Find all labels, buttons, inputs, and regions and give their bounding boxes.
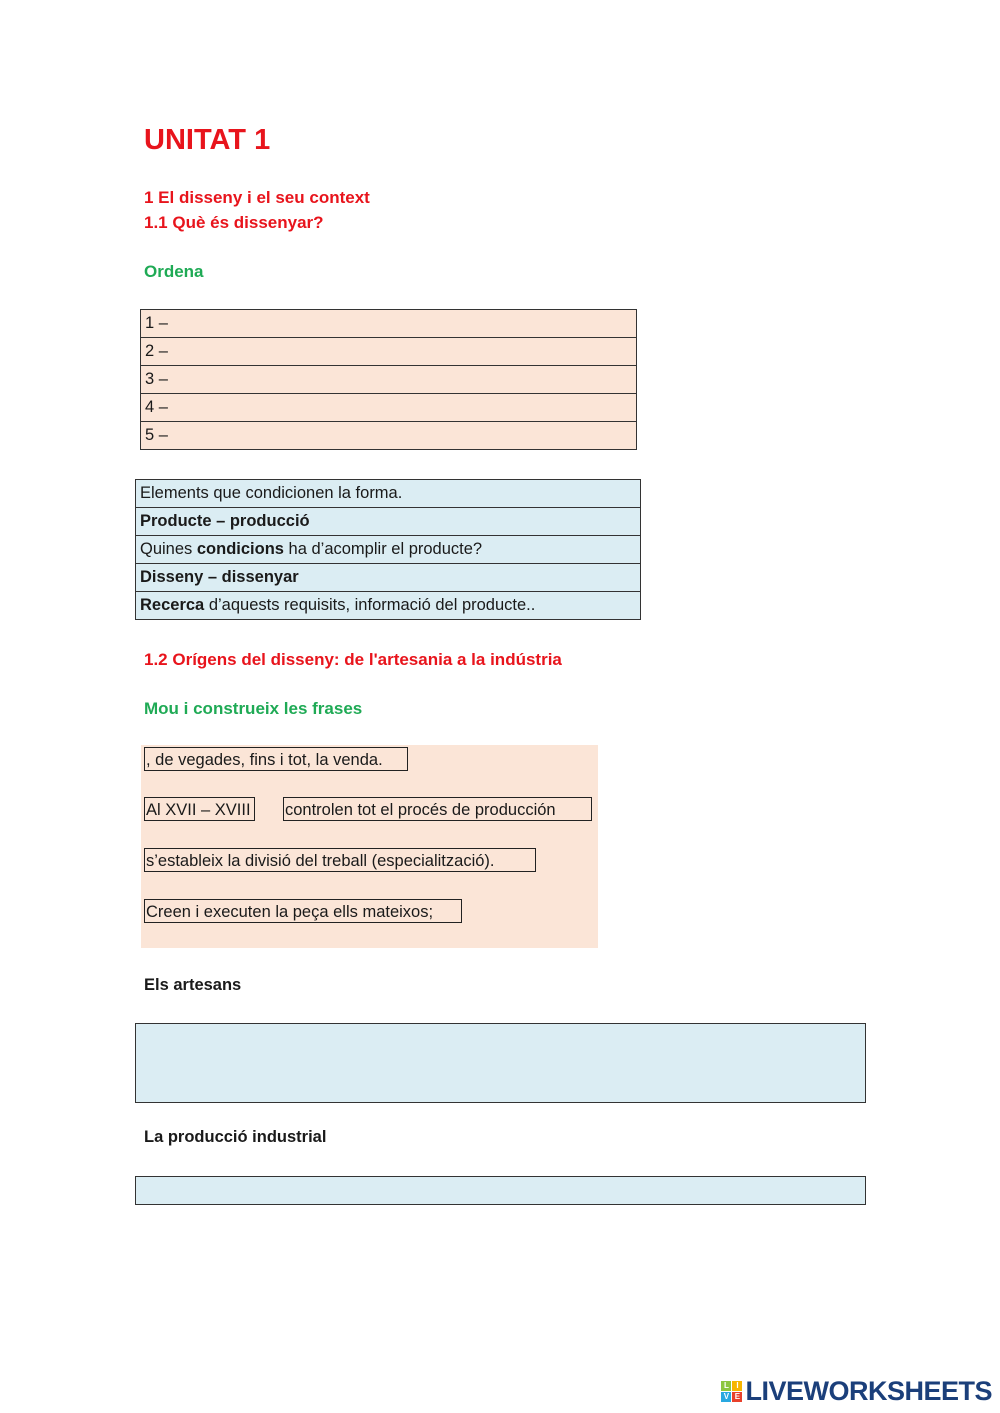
logo-text: LIVEWORKSHEETS xyxy=(745,1376,992,1406)
concept-bold: Recerca xyxy=(140,596,205,614)
order-row-4[interactable]: 4 – xyxy=(141,394,637,422)
order-row-3[interactable]: 3 – xyxy=(141,366,637,394)
logo-tile: V xyxy=(721,1392,731,1402)
concept-text: Producte – producció xyxy=(140,512,310,530)
drag-chip[interactable]: Al XVII – XVIII xyxy=(144,797,255,821)
logo-tile: I xyxy=(732,1381,742,1391)
concept-text: Quines xyxy=(140,540,197,558)
concepts-table xyxy=(135,479,641,620)
section-heading-1-1: 1.1 Què és dissenyar? xyxy=(144,213,324,232)
drag-chip[interactable]: , de vegades, fins i tot, la venda. xyxy=(144,747,408,771)
concept-text: Disseny – dissenyar xyxy=(140,568,299,586)
concept-text: d’aquests requisits, informació del producte.. xyxy=(204,596,536,614)
order-row-5[interactable]: 5 – xyxy=(141,422,637,450)
concept-item[interactable] xyxy=(136,564,641,592)
order-table xyxy=(140,309,637,450)
page-title: UNITAT 1 xyxy=(144,124,271,156)
concept-item[interactable] xyxy=(136,592,641,620)
logo-tile: L xyxy=(721,1381,731,1391)
drag-chip[interactable]: Creen i executen la peça ells mateixos; xyxy=(144,899,462,923)
instruction-ordena: Ordena xyxy=(144,262,204,281)
label-artesans: Els artesans xyxy=(144,976,242,994)
concept-text: ha d’acomplir el producte? xyxy=(283,540,483,558)
drag-chip[interactable]: s’estableix la divisió del treball (especialització). xyxy=(144,848,536,872)
drag-chip[interactable]: controlen tot el procés de producción xyxy=(283,797,592,821)
label-industrial: La producció industrial xyxy=(144,1128,327,1146)
order-row-1[interactable]: 1 – xyxy=(141,310,637,338)
logo-tile: E xyxy=(732,1392,742,1402)
logo-tiles-icon xyxy=(721,1381,742,1402)
concept-item[interactable] xyxy=(136,508,641,536)
section-heading-1-2: 1.2 Orígens del disseny: de l'artesania a la indústria xyxy=(144,650,562,669)
liveworksheets-logo xyxy=(721,1376,992,1407)
section-heading-1: 1 El disseny i el seu context xyxy=(144,188,370,207)
drop-zone-industrial[interactable] xyxy=(135,1176,866,1205)
concept-item[interactable] xyxy=(136,480,641,508)
order-row-2[interactable]: 2 – xyxy=(141,338,637,366)
drop-zone-artesans[interactable] xyxy=(135,1023,866,1103)
concept-text: Elements que condicionen la forma. xyxy=(140,484,403,502)
concept-bold: condicions xyxy=(196,540,284,558)
concept-item[interactable] xyxy=(136,536,641,564)
instruction-mou: Mou i construeix les frases xyxy=(144,699,363,718)
